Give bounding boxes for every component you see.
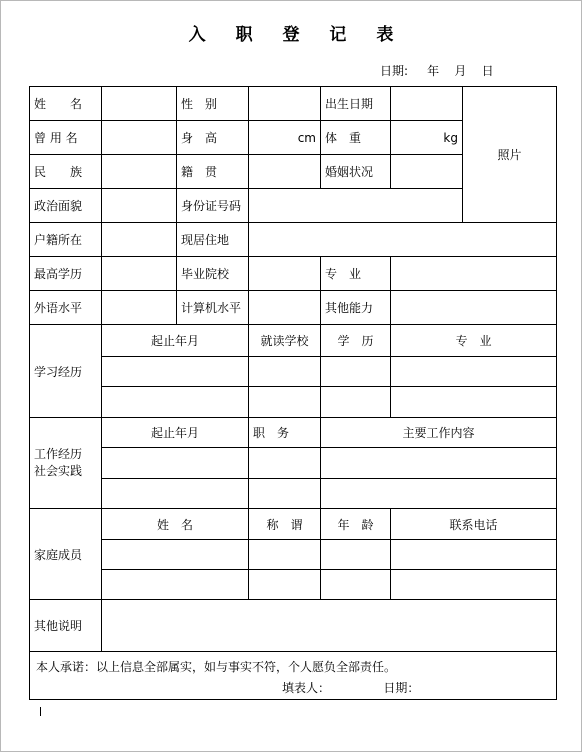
work-content-cell[interactable] xyxy=(321,448,557,479)
label-height: 身 高 xyxy=(177,121,249,155)
input-ethnicity[interactable] xyxy=(102,155,177,189)
input-origin[interactable] xyxy=(249,155,321,189)
input-language[interactable] xyxy=(102,291,177,325)
work-period-cell[interactable] xyxy=(102,448,249,479)
label-ethnicity: 民 族 xyxy=(30,155,102,189)
input-major[interactable] xyxy=(391,257,557,291)
study-degree-cell[interactable] xyxy=(321,387,391,418)
input-education[interactable] xyxy=(102,257,177,291)
label-remarks: 其他说明 xyxy=(30,600,102,652)
label-gender: 性 别 xyxy=(177,87,249,121)
input-weight-unit[interactable]: kg xyxy=(391,121,463,155)
family-age-cell[interactable] xyxy=(321,570,391,600)
input-birth[interactable] xyxy=(391,87,463,121)
text-cursor xyxy=(40,707,41,716)
label-birth: 出生日期 xyxy=(321,87,391,121)
study-period-cell[interactable] xyxy=(102,387,249,418)
input-id-no[interactable] xyxy=(249,189,463,223)
photo-box[interactable]: 照片 xyxy=(463,87,557,223)
label-work: 工作经历 社会实践 xyxy=(30,418,102,509)
label-id-no: 身份证号码 xyxy=(177,189,249,223)
family-relation-cell[interactable] xyxy=(249,570,321,600)
label-school: 毕业院校 xyxy=(177,257,249,291)
registration-form xyxy=(29,86,557,700)
pledge-cell xyxy=(30,652,557,700)
label-residence: 现居住地 xyxy=(177,223,249,257)
input-gender[interactable] xyxy=(249,87,321,121)
input-school[interactable] xyxy=(249,257,321,291)
input-computer[interactable] xyxy=(249,291,321,325)
work-period-header: 起止年月 xyxy=(102,418,249,448)
input-former-name[interactable] xyxy=(102,121,177,155)
study-major-cell[interactable] xyxy=(391,387,557,418)
work-position-header: 职 务 xyxy=(249,418,321,448)
family-age-cell[interactable] xyxy=(321,540,391,570)
study-degree-header: 学 历 xyxy=(321,325,391,357)
pledge-text: 本人承诺：以上信息全部属实，如与事实不符，个人愿负全部责任。 xyxy=(36,660,397,674)
study-period-cell[interactable] xyxy=(102,357,249,387)
study-school-header: 就读学校 xyxy=(249,325,321,357)
input-residence[interactable] xyxy=(249,223,557,257)
signer-line: 填表人： 日期： xyxy=(282,681,420,695)
label-former-name: 曾 用 名 xyxy=(30,121,102,155)
label-political: 政治面貌 xyxy=(30,189,102,223)
label-origin: 籍 贯 xyxy=(177,155,249,189)
label-study: 学习经历 xyxy=(30,325,102,418)
label-education: 最高学历 xyxy=(30,257,102,291)
work-position-cell[interactable] xyxy=(249,479,321,509)
study-school-cell[interactable] xyxy=(249,387,321,418)
family-phone-header: 联系电话 xyxy=(391,509,557,540)
input-name[interactable] xyxy=(102,87,177,121)
input-hukou[interactable] xyxy=(102,223,177,257)
label-computer: 计算机水平 xyxy=(177,291,249,325)
family-name-cell[interactable] xyxy=(102,570,249,600)
label-name: 姓 名 xyxy=(30,87,102,121)
family-name-header: 姓 名 xyxy=(102,509,249,540)
family-phone-cell[interactable] xyxy=(391,540,557,570)
work-content-header: 主要工作内容 xyxy=(321,418,557,448)
label-other-skill: 其他能力 xyxy=(321,291,391,325)
input-other-skill[interactable] xyxy=(391,291,557,325)
work-content-cell[interactable] xyxy=(321,479,557,509)
label-weight: 体 重 xyxy=(321,121,391,155)
input-remarks[interactable] xyxy=(102,600,557,652)
study-major-header: 专 业 xyxy=(391,325,557,357)
input-political[interactable] xyxy=(102,189,177,223)
family-name-cell[interactable] xyxy=(102,540,249,570)
work-period-cell[interactable] xyxy=(102,479,249,509)
family-age-header: 年 龄 xyxy=(321,509,391,540)
study-major-cell[interactable] xyxy=(391,357,557,387)
family-phone-cell[interactable] xyxy=(391,570,557,600)
label-major: 专 业 xyxy=(321,257,391,291)
label-family: 家庭成员 xyxy=(30,509,102,600)
study-school-cell[interactable] xyxy=(249,357,321,387)
page-title: 入 职 登 记 表 xyxy=(188,25,406,45)
family-relation-cell[interactable] xyxy=(249,540,321,570)
label-hukou: 户籍所在 xyxy=(30,223,102,257)
input-marital[interactable] xyxy=(391,155,463,189)
family-relation-header: 称 谓 xyxy=(249,509,321,540)
work-position-cell[interactable] xyxy=(249,448,321,479)
study-degree-cell[interactable] xyxy=(321,357,391,387)
input-height-unit[interactable]: cm xyxy=(249,121,321,155)
date-line: 日期: 年 月 日 xyxy=(380,64,494,78)
study-period-header: 起止年月 xyxy=(102,325,249,357)
label-marital: 婚姻状况 xyxy=(321,155,391,189)
label-language: 外语水平 xyxy=(30,291,102,325)
